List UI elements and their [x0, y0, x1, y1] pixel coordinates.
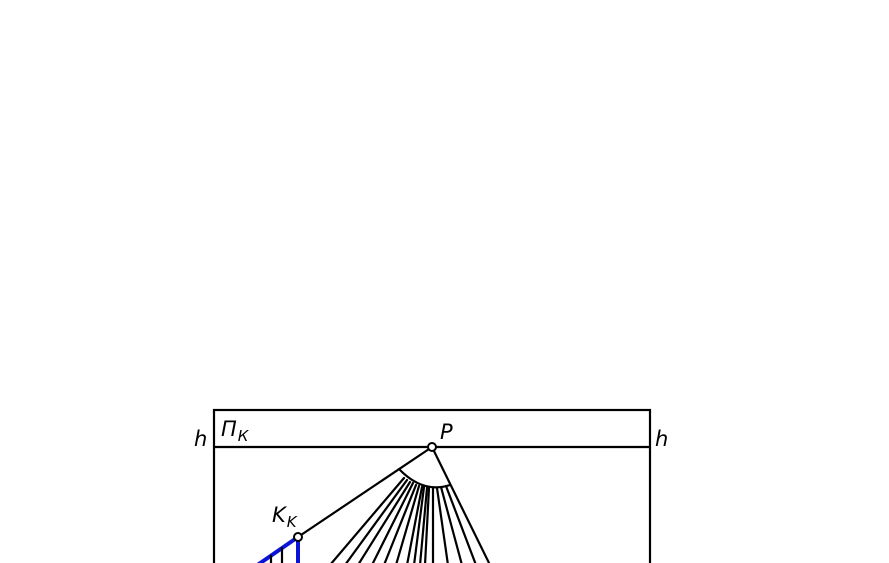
vanishing-point-label: P — [440, 420, 453, 444]
ray — [437, 488, 448, 563]
point-k-label: KK — [272, 503, 297, 531]
horizon-label-right: h — [655, 427, 669, 451]
blue-line-slanted — [256, 537, 298, 563]
horizon-label-left: h — [194, 427, 208, 451]
ray — [345, 480, 407, 563]
point-k-marker — [294, 533, 302, 541]
blue-construction — [256, 537, 298, 563]
ray-fan — [298, 447, 490, 563]
ray — [372, 483, 413, 563]
picture-plane-label: ПК — [221, 417, 249, 445]
angle-arc — [399, 469, 450, 487]
vanishing-point-marker — [428, 443, 436, 451]
ray-right-edge — [432, 447, 490, 563]
